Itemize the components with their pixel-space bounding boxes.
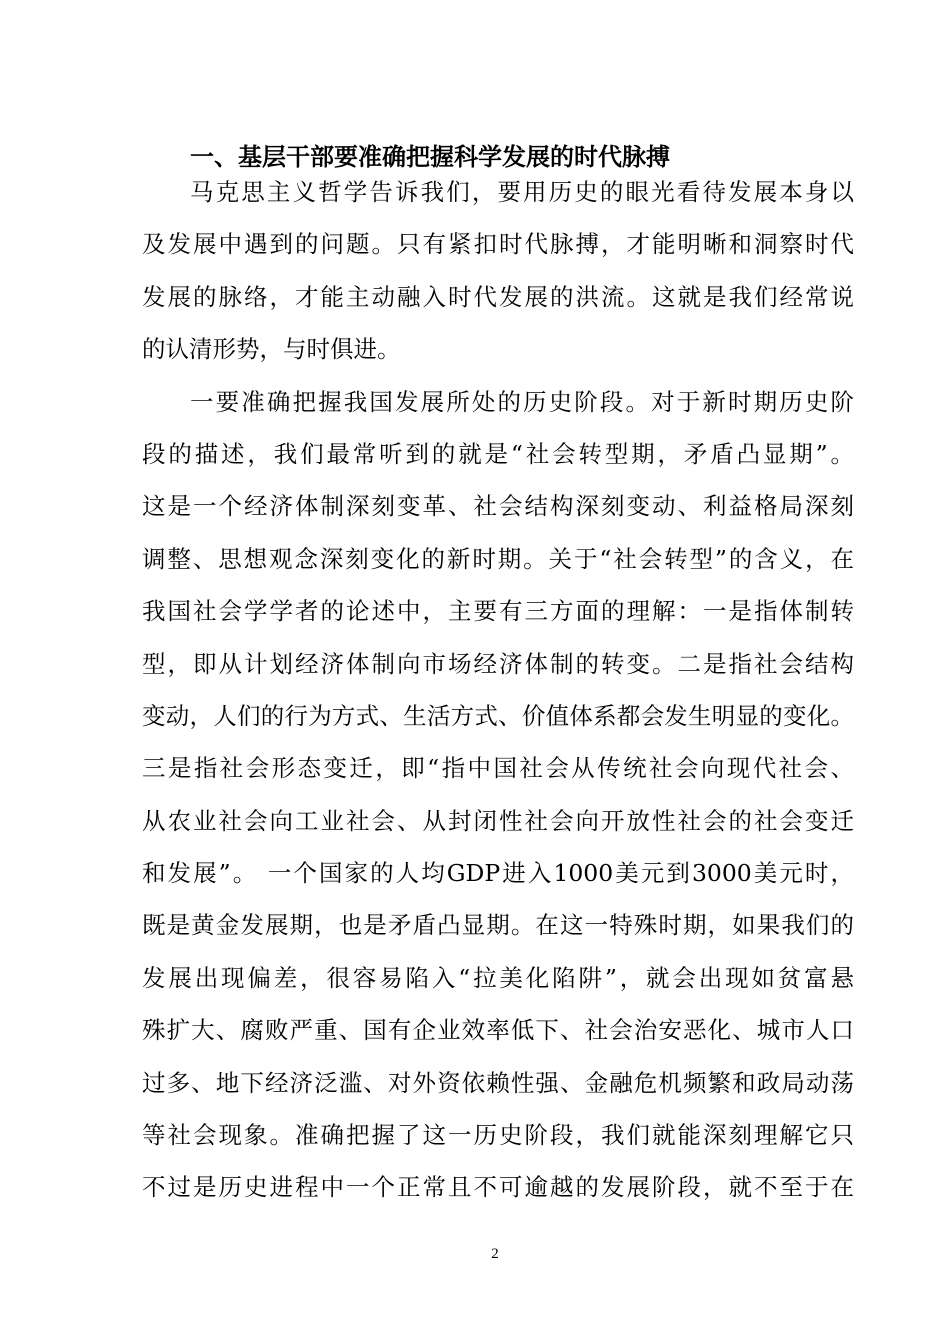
text-line: 一要准确把握我国发展所处的历史阶段。对于新时期历史阶 [190, 387, 854, 416]
text-line: 不过是历史进程中一个正常且不可逾越的发展阶段，就不至于在 [142, 1173, 854, 1202]
text-line: 发展出现偏差，很容易陷入“拉美化陷阱”，就会出现如贫富悬 [142, 963, 854, 992]
text-line: 发展的脉络，才能主动融入时代发展的洪流。这就是我们经常说 [142, 282, 854, 311]
page-number: 2 [491, 1246, 499, 1262]
section-heading: 一、基层干部要准确把握科学发展的时代脉搏 [190, 143, 670, 171]
body-text [142, 166, 854, 1214]
text-line: 这是一个经济体制深刻变革、社会结构深刻变动、利益格局深刻 [142, 492, 854, 521]
text-line: 从农业社会向工业社会、从封闭性社会向开放性社会的社会变迁 [142, 806, 854, 835]
text-line: 变动，人们的行为方式、生活方式、价值体系都会发生明显的变化。 [142, 701, 854, 730]
text-line: 和发展”。 一个国家的人均GDP进入1000美元到3000美元时， [142, 859, 854, 888]
text-line: 型，即从计划经济体制向市场经济体制的转变。二是指社会结构 [142, 649, 854, 678]
text-line: 调整、思想观念深刻变化的新时期。关于“社会转型”的含义，在 [142, 544, 854, 573]
text-line: 及发展中遇到的问题。只有紧扣时代脉搏，才能明晰和洞察时代 [142, 230, 854, 259]
text-line: 等社会现象。准确把握了这一历史阶段，我们就能深刻理解它只 [142, 1121, 854, 1150]
text-line: 的认清形势，与时俱进。 [142, 335, 401, 364]
text-line: 过多、地下经济泛滥、对外资依赖性强、金融危机频繁和政局动荡 [142, 1068, 854, 1097]
text-line: 三是指社会形态变迁，即“指中国社会从传统社会向现代社会、 [142, 754, 854, 783]
text-line: 既是黄金发展期，也是矛盾凸显期。在这一特殊时期，如果我们的 [142, 911, 854, 940]
text-line: 马克思主义哲学告诉我们，要用历史的眼光看待发展本身以 [190, 178, 854, 206]
text-line: 段的描述，我们最常听到的就是“社会转型期，矛盾凸显期”。 [142, 439, 854, 468]
text-line: 殊扩大、腐败严重、国有企业效率低下、社会治安恶化、城市人口 [142, 1016, 854, 1045]
text-line: 我国社会学学者的论述中，主要有三方面的理解：一是指体制转 [142, 597, 854, 626]
